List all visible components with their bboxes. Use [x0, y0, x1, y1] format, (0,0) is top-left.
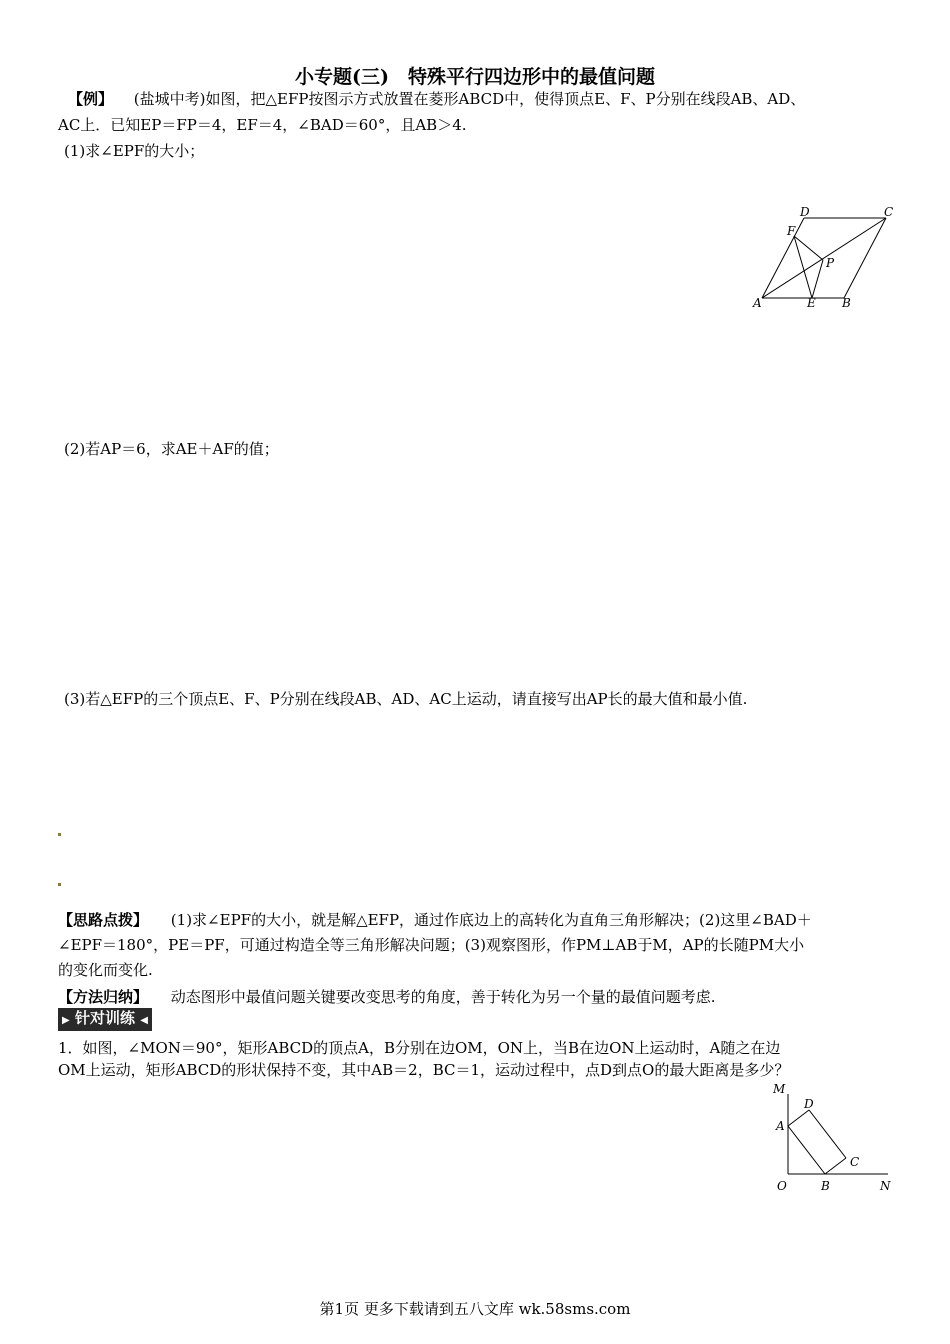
hint-block [58, 908, 898, 983]
label-C: C [884, 205, 894, 219]
example-tag: 【例】 [68, 90, 114, 108]
rhombus-figure [748, 205, 898, 310]
page-title: 小专题(三) 特殊平行四边形中的最值问题 [295, 66, 655, 88]
label-A: A [753, 296, 762, 310]
segment-FP [794, 236, 823, 260]
label-B: B [842, 296, 851, 310]
method-tag: 【方法归纳】 [58, 988, 149, 1006]
example-line-2: AC上．已知EP＝FP＝4，EF＝4，∠BAD＝60°，且AB＞4. [58, 116, 467, 134]
hint-text-2: ∠EPF＝180°，PE＝PF，可通过构造全等三角形解决问题；(3)观察图形，作PM⊥AB于M，AP的长随PM大小 [58, 936, 805, 954]
practice-q1-line1: 1．如图，∠MON＝90°，矩形ABCD的顶点A，B分别在边OM，ON上，当B在边ON上运动时，A随之在边 [58, 1039, 781, 1057]
label-F: F [787, 224, 796, 238]
method-text: 动态图形中最值问题关键要改变思考的角度，善于转化为另一个量的最值问题考虑. [170, 988, 716, 1006]
marker-dot [58, 883, 61, 886]
edge-AD [762, 218, 804, 298]
edge-BC [825, 1158, 846, 1174]
question-3: (3)若△EFP的三个顶点E、F、P分别在线段AB、AD、AC上运动，请直接写出AP长的最大值和最小值. [64, 690, 748, 708]
label-B: B [821, 1179, 830, 1193]
hint-tag: 【思路点拨】 [58, 911, 149, 929]
label-M: M [773, 1082, 786, 1096]
marker-dot [58, 833, 61, 836]
question-1: (1)求∠EPF的大小； [64, 142, 205, 160]
label-P: P [826, 256, 835, 270]
back-icon: ◀ [140, 1015, 148, 1026]
edge-CB [844, 218, 886, 298]
example-line-1 [68, 88, 805, 110]
label-D: D [800, 205, 810, 219]
hint-text-1: (1)求∠EPF的大小，就是解△EFP，通过作底边上的高转化为直角三角形解决；(2)这里∠BAD＋ [170, 911, 812, 929]
label-A: A [776, 1119, 785, 1133]
label-D: D [804, 1097, 814, 1111]
rectangle-figure [770, 1080, 900, 1195]
practice-badge [58, 1008, 152, 1031]
diagonal-AC [762, 218, 886, 298]
label-O: O [777, 1179, 787, 1193]
method-block [58, 986, 716, 1008]
label-E: E [807, 296, 816, 310]
question-2: (2)若AP＝6，求AE＋AF的值； [64, 440, 279, 458]
segment-PE [812, 260, 823, 298]
example-text-1: (盐城中考)如图，把△EFP按图示方式放置在菱形ABCD中，使得顶点E、F、P分别在线段AB、AD、 [133, 90, 806, 108]
practice-badge-label: 针对训练 [74, 1009, 135, 1027]
edge-CD [809, 1110, 846, 1158]
label-C: C [850, 1155, 860, 1169]
play-icon: ▶ [62, 1015, 70, 1026]
hint-text-3: 的变化而变化. [58, 961, 153, 979]
practice-q1-line2: OM上运动，矩形ABCD的形状保持不变，其中AB＝2，BC＝1，运动过程中，点D到点O的最大距离是多少？ [58, 1061, 790, 1079]
label-N: N [880, 1179, 891, 1193]
edge-DA [788, 1110, 809, 1126]
edge-AB [788, 1126, 825, 1174]
page-footer: 第1页 更多下载请到五八文库 wk.58sms.com [319, 1300, 631, 1318]
